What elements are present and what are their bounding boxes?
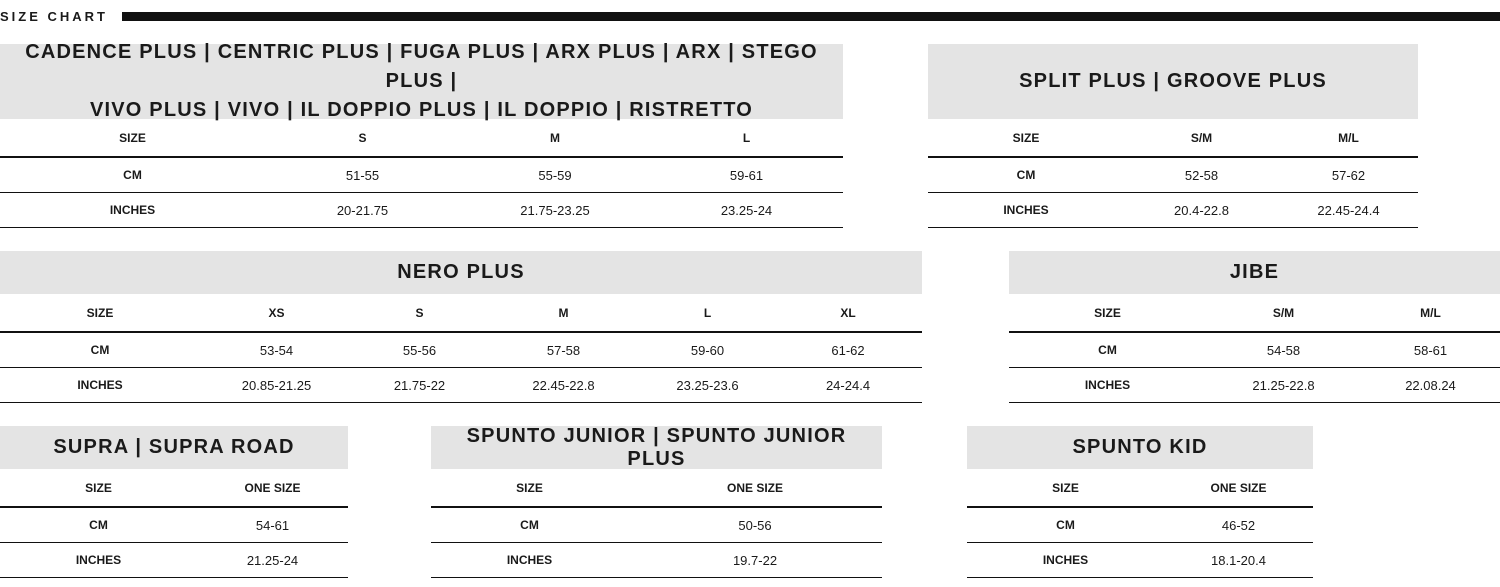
table-cell: 21.25-22.8	[1252, 377, 1315, 393]
table-cell: 52-58	[1184, 167, 1219, 183]
header-cell: SIZE	[516, 480, 543, 495]
table-row	[967, 543, 1313, 578]
table-header-row	[967, 469, 1313, 508]
table-row	[0, 193, 843, 228]
table-cell: 21.75-22	[393, 377, 446, 393]
header-cell: ONE SIZE	[244, 480, 301, 495]
table-title: SPLIT PLUS | GROOVE PLUS	[928, 44, 1418, 119]
header-cell: ONE SIZE	[1210, 480, 1267, 495]
size-table-spunto-kid	[967, 426, 1313, 578]
table-cell: 61-62	[831, 342, 865, 358]
table-row	[0, 508, 348, 543]
row-label: CM	[1016, 168, 1036, 182]
table-cell: 18.1-20.4	[1211, 552, 1266, 568]
table-cell: 57-58	[546, 342, 581, 358]
header-cell: SIZE	[86, 305, 114, 320]
table-title-line-2: VIVO PLUS | VIVO | IL DOPPIO PLUS | IL DOPPIO | RISTRETTO	[89, 99, 754, 121]
table-row	[928, 193, 1418, 228]
table-header-row	[928, 119, 1418, 158]
heading-rule	[122, 12, 1500, 21]
row-label: CM	[123, 168, 142, 182]
header-cell: M/L	[1420, 305, 1441, 320]
table-cell: 55-59	[538, 167, 572, 183]
table-cell: 20.4-22.8	[1174, 202, 1229, 218]
header-cell: S/M	[1190, 130, 1213, 145]
table-row	[0, 368, 922, 403]
size-chart-heading	[0, 8, 1500, 26]
row-label: INCHES	[75, 553, 122, 567]
table-cell: 53-54	[259, 342, 294, 358]
table-cell: 22.45-22.8	[532, 377, 595, 393]
row-label: CM	[90, 343, 110, 357]
table-cell: 54-61	[255, 517, 290, 533]
size-table-spunto-junior	[431, 426, 882, 578]
table-cell: 20.85-21.25	[241, 377, 312, 393]
header-cell: S/M	[1272, 305, 1295, 320]
table-cell: 46-52	[1221, 517, 1256, 533]
header-cell: SIZE	[119, 130, 146, 145]
table-cell: 58-61	[1413, 342, 1448, 358]
size-table-supra	[0, 426, 348, 578]
header-cell: SIZE	[1052, 480, 1079, 495]
table-cell: 22.45-24.4	[1317, 202, 1380, 218]
table-row	[1009, 368, 1500, 403]
table-row	[1009, 333, 1500, 368]
table-title: NERO PLUS	[0, 251, 922, 294]
table-row	[431, 543, 882, 578]
row-label: INCHES	[1042, 553, 1089, 567]
table-title: SPUNTO KID	[967, 426, 1313, 469]
table-cell: 24-24.4	[825, 377, 871, 393]
row-label: INCHES	[506, 553, 553, 567]
table-title-line-1: CADENCE PLUS | CENTRIC PLUS | FUGA PLUS | ARX PLUS | ARX | STEGO PLUS |	[25, 41, 818, 92]
header-cell: L	[703, 305, 712, 320]
size-table-jibe	[1009, 251, 1500, 403]
header-cell: SIZE	[1012, 130, 1040, 145]
table-cell: 23.25-24	[720, 202, 773, 218]
header-cell: L	[742, 130, 751, 145]
table-cell: 51-55	[345, 167, 380, 183]
row-label: INCHES	[77, 378, 123, 392]
row-label: CM	[1056, 518, 1075, 532]
page-title: SIZE CHART	[0, 9, 108, 24]
row-label: CM	[89, 518, 108, 532]
row-label: CM	[1098, 343, 1117, 357]
table-header-row	[0, 294, 922, 333]
table-title: SUPRA | SUPRA ROAD	[0, 426, 348, 469]
table-cell: 59-60	[690, 342, 725, 358]
table-row	[0, 158, 843, 193]
row-label: INCHES	[1084, 378, 1131, 392]
header-cell: S	[415, 305, 424, 320]
table-title: SPUNTO JUNIOR | SPUNTO JUNIOR PLUS	[431, 426, 882, 469]
header-cell: XL	[840, 305, 856, 320]
header-cell: S	[358, 130, 367, 145]
table-row	[967, 508, 1313, 543]
size-table-split-groove	[928, 44, 1418, 228]
table-cell: 59-61	[729, 167, 764, 183]
table-cell: 50-56	[738, 517, 772, 533]
table-cell: 20-21.75	[336, 202, 389, 218]
header-cell: XS	[268, 305, 285, 320]
table-cell: 55-56	[402, 342, 437, 358]
table-row	[0, 543, 348, 578]
header-cell: M/L	[1338, 130, 1359, 145]
header-cell: M	[558, 305, 569, 320]
header-cell: M	[550, 130, 560, 145]
table-cell: 21.75-23.25	[520, 202, 590, 218]
size-table-cadence-group	[0, 41, 843, 228]
table-cell: 19.7-22	[732, 552, 778, 568]
header-cell: ONE SIZE	[726, 480, 783, 495]
table-header-row	[1009, 294, 1500, 333]
table-cell: 23.25-23.6	[676, 377, 739, 393]
header-cell: SIZE	[1094, 305, 1121, 320]
table-row	[928, 158, 1418, 193]
row-label: INCHES	[1003, 203, 1049, 217]
table-cell: 57-62	[1331, 167, 1366, 183]
header-cell: SIZE	[85, 480, 112, 495]
table-cell: 22.08.24	[1405, 377, 1456, 393]
size-table-nero-plus	[0, 251, 922, 403]
table-row	[431, 508, 882, 543]
table-row	[0, 333, 922, 368]
table-header-row	[0, 469, 348, 508]
table-title: JIBE	[1009, 251, 1500, 294]
table-cell: 21.25-24	[246, 552, 299, 568]
row-label: CM	[520, 518, 539, 532]
row-label: INCHES	[109, 203, 156, 217]
table-title	[0, 41, 843, 121]
table-cell: 54-58	[1266, 342, 1301, 358]
table-header-row	[431, 469, 882, 508]
